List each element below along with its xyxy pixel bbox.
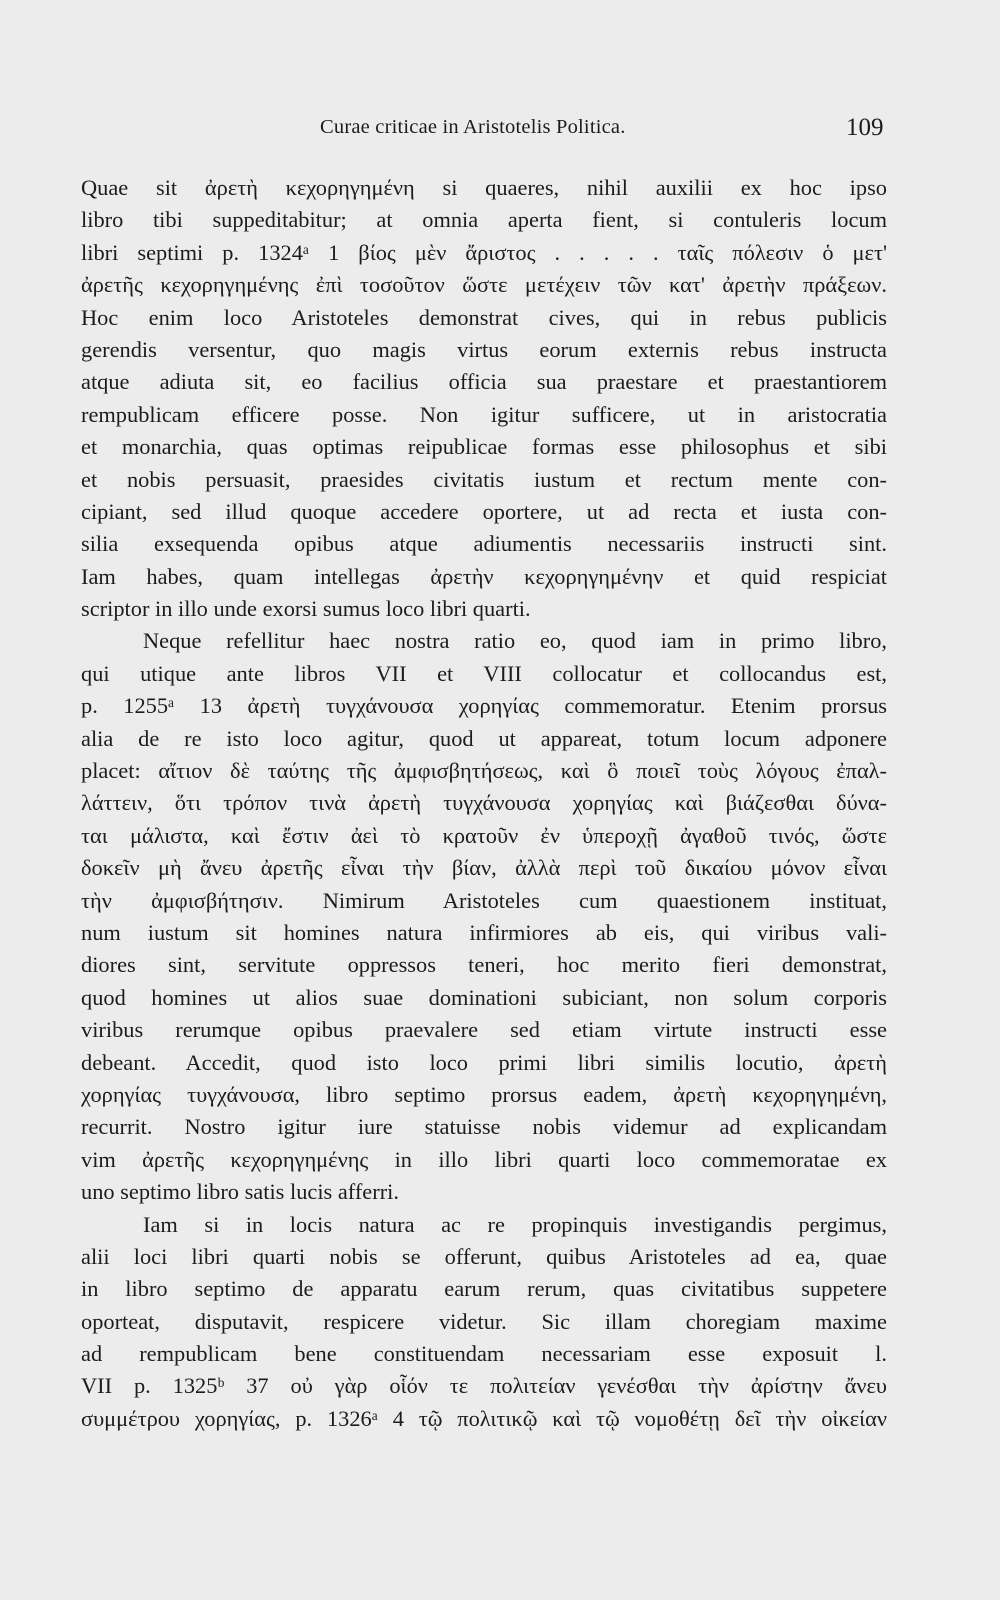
text-line: Iam si in locis natura ac re propinquis investigandis pergimus, [143, 1211, 887, 1237]
text-line: χορηγίας τυγχάνουσα, libro septimo prorsus eadem, ἀρετὴ κεχορηγημένη, [81, 1081, 887, 1107]
text-line: Hoc enim loco Aristoteles demonstrat cives, qui in rebus publicis [81, 304, 887, 330]
text-line: Quae sit ἀρετὴ κεχορηγημένη si quaeres, nihil auxilii ex hoc ipso [81, 175, 887, 200]
text-line: placet: αἴτιον δὲ ταύτης τῆς ἀμφισβητήσεως, καὶ ὃ ποιεῖ τοὺς λόγους ἐπαλ- [81, 758, 887, 784]
text-line: scriptor in illo unde exorsi sumus loco libri quarti. [81, 596, 531, 622]
text-line: quod homines ut alios suae dominationi subiciant, non solum corporis [81, 984, 887, 1010]
text-line: debeant. Accedit, quod isto loco primi libri similis locutio, ἀρετὴ [81, 1049, 887, 1075]
page-header [0, 112, 1000, 152]
text-line: diores sint, servitute oppressos teneri, hoc merito fieri demonstrat, [81, 952, 887, 978]
text-line: num iustum sit homines natura infirmiores ab eis, qui viribus vali- [81, 919, 887, 945]
text-line: cipiant, sed illud quoque accedere oportere, ut ad recta et iusta con- [81, 498, 887, 524]
text-line: oporteat, disputavit, respicere videtur. Sic illam choregiam maxime [81, 1308, 887, 1334]
text-line: VII p. 1325ᵇ 37 οὐ γὰρ οἷόν τε πολιτείαν γενέσθαι τὴν ἀρίστην ἄνευ [81, 1373, 887, 1399]
text-line: p. 1255ᵃ 13 ἀρετὴ τυγχάνουσα χορηγίας commemoratur. Etenim prorsus [81, 693, 887, 719]
text-line: Iam habes, quam intellegas ἀρετὴν κεχορηγημένην et quid respiciat [81, 563, 887, 589]
text-line: silia exsequenda opibus atque adiumentis necessariis instructi sint. [81, 531, 887, 557]
text-line: viribus rerumque opibus praevalere sed etiam virtute instructi esse [81, 1017, 887, 1043]
text-line: recurrit. Nostro igitur iure statuisse nobis videmur ad explicandam [81, 1114, 887, 1140]
text-line: vim ἀρετῆς κεχορηγημένης in illo libri quarti loco commemoratae ex [81, 1146, 887, 1172]
text-line: atque adiuta sit, eo facilius officia sua praestare et praestantiorem [81, 369, 887, 395]
text-line: rempublicam efficere posse. Non igitur sufficere, ut in aristocratia [81, 401, 887, 427]
text-line: et monarchia, quas optimas reipublicae formas esse philosophus et sibi [81, 434, 887, 460]
text-line: τὴν ἀμφισβήτησιν. Nimirum Aristoteles cum quaestionem instituat, [81, 887, 887, 913]
page-number: 109 [846, 114, 884, 141]
text-line: ad rempublicam bene constituendam necessariam esse exposuit l. [81, 1341, 887, 1367]
text-line: in libro septimo de apparatu earum rerum, quas civitatibus suppetere [81, 1276, 887, 1302]
text-line: alii loci libri quarti nobis se offerunt, quibus Aristoteles ad ea, quae [81, 1243, 887, 1269]
text-line: alia de re isto loco agitur, quod ut appareat, totum locum adponere [81, 725, 887, 751]
text-line: gerendis versentur, quo magis virtus eorum externis rebus instructa [81, 336, 887, 362]
text-line: συμμέτρου χορηγίας, p. 1326ᵃ 4 τῷ πολιτικῷ καὶ τῷ νομοθέτῃ δεῖ τὴν οἰκείαν [81, 1405, 887, 1431]
text-line: qui utique ante libros VII et VIII collocatur et collocandus est, [81, 660, 887, 686]
text-line: et nobis persuasit, praesides civitatis iustum et rectum mente con- [81, 466, 887, 492]
text-line: ἀρετῆς κεχορηγημένης ἐπὶ τοσοῦτον ὥστε μετέχειν τῶν κατ' ἀρετὴν πράξεων. [81, 272, 887, 298]
text-line: Neque refellitur haec nostra ratio eo, quod iam in primo libro, [143, 628, 887, 654]
text-line: libro tibi suppeditabitur; at omnia aperta fient, si contuleris locum [81, 207, 887, 233]
text-line: libri septimi p. 1324ᵃ 1 βίος μὲν ἄριστος . . . . . ταῖς πόλεσιν ὁ μετ' [81, 239, 887, 265]
text-line: ται μάλιστα, καὶ ἔστιν ἀεὶ τὸ κρατοῦν ἐν ὑπεροχῇ ἀγαθοῦ τινός, ὥστε [81, 822, 887, 848]
text-line: λάττειν, ὅτι τρόπον τινὰ ἀρετὴ τυγχάνουσα χορηγίας καὶ βιάζεσθαι δύνα- [81, 790, 887, 816]
running-title: Curae criticae in Aristotelis Politica. [320, 116, 626, 138]
body-text [81, 172, 887, 1435]
text-line: δοκεῖν μὴ ἄνευ ἀρετῆς εἶναι τὴν βίαν, ἀλλὰ περὶ τοῦ δικαίου μόνον εἶναι [81, 855, 887, 881]
text-line: uno septimo libro satis lucis afferri. [81, 1179, 399, 1205]
